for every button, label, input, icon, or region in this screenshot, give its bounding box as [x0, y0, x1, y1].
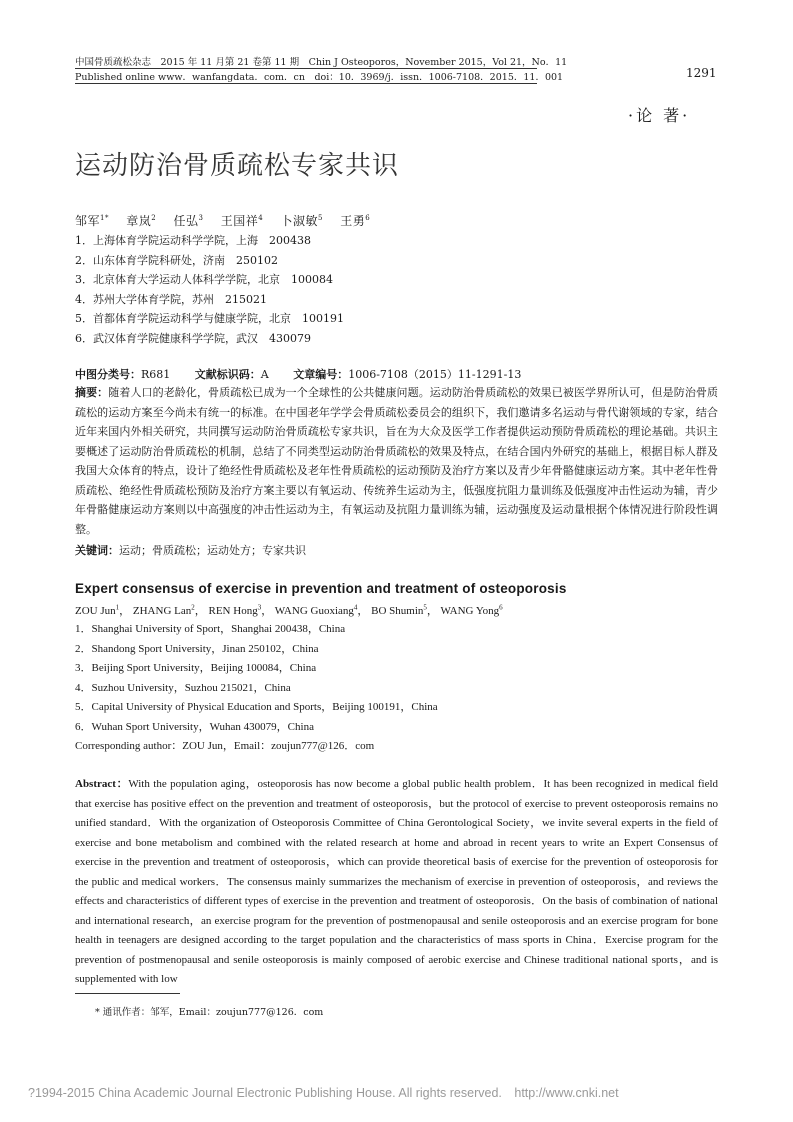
page-number: 1291: [686, 66, 717, 80]
clc-label: 中图分类号：: [75, 368, 141, 381]
article-meta: [75, 366, 521, 382]
affiliation-cn: 2．山东体育学院科研处，济南 250102: [75, 253, 278, 267]
affiliation-en: 6．Wuhan Sport University，Wuhan 430079，China: [75, 720, 314, 733]
author-cn: 王勇$^6$: [340, 214, 371, 228]
abstract-cn-label: 摘要：: [75, 386, 109, 399]
author-cn: 卜淑敏$^5$: [280, 214, 323, 228]
title-en: Expert consensus of exercise in prevention and treatment of osteoporosis: [75, 581, 567, 596]
affiliation-cn: 1．上海体育学院运动科学学院，上海 200438: [75, 234, 311, 247]
author-cn: 王国祥$^4$: [220, 214, 264, 228]
keywords-cn: [75, 542, 306, 558]
doc-value: A: [260, 368, 269, 381]
affiliation-cn: 5．首都体育学院运动科学与健康学院，北京 100191: [75, 312, 344, 325]
affiliation-cn: 6．武汉体育学院健康科学学院，武汉 430079: [75, 331, 311, 345]
clc-value: R681: [141, 368, 171, 381]
corresponding-author: Corresponding author：ZOU Jun，Email：zoujun777@126．com: [75, 740, 375, 752]
page-title: 运动防治骨质疏松专家共识: [75, 151, 400, 181]
copyright-notice: ?1994-2015 China Academic Journal Electronic Publishing House. All rights reserved. http://www.cnki.net: [28, 1086, 619, 1100]
article-label: 文章编号：: [293, 368, 349, 381]
abstract-en-text: With the population aging，osteoporosis has now become a global public health problem．It has been recognized in medical field that exercise has positive effect on the prevention and treatment of osteoporosis，but the protocol of exercise to prevent osteoporosis remains no unified standard．With the organization of Osteoporosis Committee of China Gerontological Society，we invite several experts in the field of exercise and bone metabolism and combined with the related research at home and abroad in recent years to write an Expert Consensus of exercise in the prevention and treatment of osteoporosis，which can provide theoretical basis of exercise for the prevention of osteoporosis for the public and medical workers．The consensus mainly summarizes the mechanism of exercise in prevention of osteoporosis，and reviews the effects and characteristics of different types of exercise in the prevention and treatment of osteoporosis．On the basis of combination of national and international research，an exercise program for the prevention of postmenopausal and senile osteoporosis and an exercise program for bone health in teenagers are designed according to the target population and the characteristics of mass sports in China．Exercise program for the prevention of postmenopausal and senile osteoporosis is mainly composed of aerobic exercise and Chinese traditional national sports，and is supplemented with low: [75, 778, 719, 985]
abstract-en: [75, 775, 718, 990]
keywords-cn-text: 运动；骨质疏松；运动处方；专家共识: [119, 544, 306, 557]
abstract-cn-text: 随着人口的老龄化，骨质疏松已成为一个全球性的公共健康问题。运动防治骨质疏松的效果已被医学界所认可，但是防治骨质疏松的运动方案至今尚未有统一的标准。在中国老年学学会骨质疏松委员会的组织下，我们邀请多名运动与骨代谢领域的专家，结合近年来国内外相关研究，共同撰写运动防治骨质疏松专家共识，旨在为大众及医学工作者提供运动预防骨质疏松的理论基础。共识主要概述了运动防治骨质疏松的机制，总结了不同类型运动防治骨质疏松的效果及特点，在结合国内外研究的基础上，根据目标人群及我国大众体育的特点，设计了绝经性骨质疏松及老年性骨质疏松的运动预防及治疗方案以及青少年骨骼健康运动方案。其中老年性骨质疏松、绝经性骨质疏松预防及治疗方案主要以有氧运动、传统养生运动为主，低强度抗阻力量训练及低强度冲击性运动为辅，青少年骨骼健康运动方案则以中高强度的冲击性运动为主，有氧运动及抗阻力量训练为辅，运动强度及运动量根据个体情况进行阶段性调整。: [75, 386, 718, 536]
author-cn: 章岚$^2$: [126, 214, 157, 228]
keywords-cn-label: 关键词：: [75, 544, 119, 557]
abstract-en-label: Abstract：: [75, 778, 129, 790]
author-en: REN Hong$^3$: [208, 603, 262, 617]
author-en: WANG Yong$^6$: [440, 603, 503, 617]
section-tag: ·论 著·: [628, 106, 691, 125]
affiliation-en: 3．Beijing Sport University，Beijing 100084，China: [75, 662, 317, 674]
affiliations-cn: [75, 231, 344, 348]
footnote: * 通讯作者：邹军，Email：zoujun777@126．com: [95, 1007, 324, 1018]
affiliation-cn: 4．苏州大学体育学院，苏州 215021: [75, 292, 267, 306]
affiliation-cn: 3．北京体育大学运动人体科学学院，北京 100084: [75, 273, 333, 286]
author-en: WANG Guoxiang$^4$: [274, 603, 358, 617]
author-cn: 任弘$^3$: [173, 214, 204, 228]
affiliation-en: 1．Shanghai University of Sport，Shanghai 200438，China: [75, 623, 346, 635]
footnote-rule: [75, 993, 180, 994]
journal-header-line1: 中国骨质疏松杂志 2015 年 11 月第 21 卷第 11 期 Chin J Osteoporos，November 2015，Vol 21，No．11: [75, 57, 568, 68]
author-en: ZHANG Lan$^2$: [132, 603, 195, 617]
author-en: BO Shumin$^5$: [371, 603, 427, 617]
affiliation-en: 4．Suzhou University，Suzhou 215021，China: [75, 681, 291, 694]
header-rule-2: [75, 83, 537, 84]
affiliations-en: [75, 620, 438, 757]
author-en: ZOU Jun$^1$: [75, 603, 120, 617]
authors-cn: [75, 212, 370, 229]
author-cn: 邹军$^{1*}$: [75, 214, 109, 228]
journal-header-line2: Published online www．wanfangdata．com．cn doi：10．3969/j．issn．1006-7108．2015．11．001: [75, 72, 564, 83]
abstract-cn: [75, 383, 718, 539]
doc-label: 文献标识码：: [194, 368, 261, 381]
affiliation-en: 5．Capital University of Physical Education and Sports，Beijing 100191，China: [75, 701, 438, 713]
affiliation-en: 2．Shandong Sport University，Jinan 250102，China: [75, 642, 319, 655]
authors-en: ZOU Jun$^1$， ZHANG Lan$^2$， REN Hong$^3$， WANG Guoxiang$^4$， BO Shumin$^5$， WANG Yong$^6$: [75, 603, 503, 617]
article-value: 1006-7108（2015）11-1291-13: [348, 368, 522, 381]
